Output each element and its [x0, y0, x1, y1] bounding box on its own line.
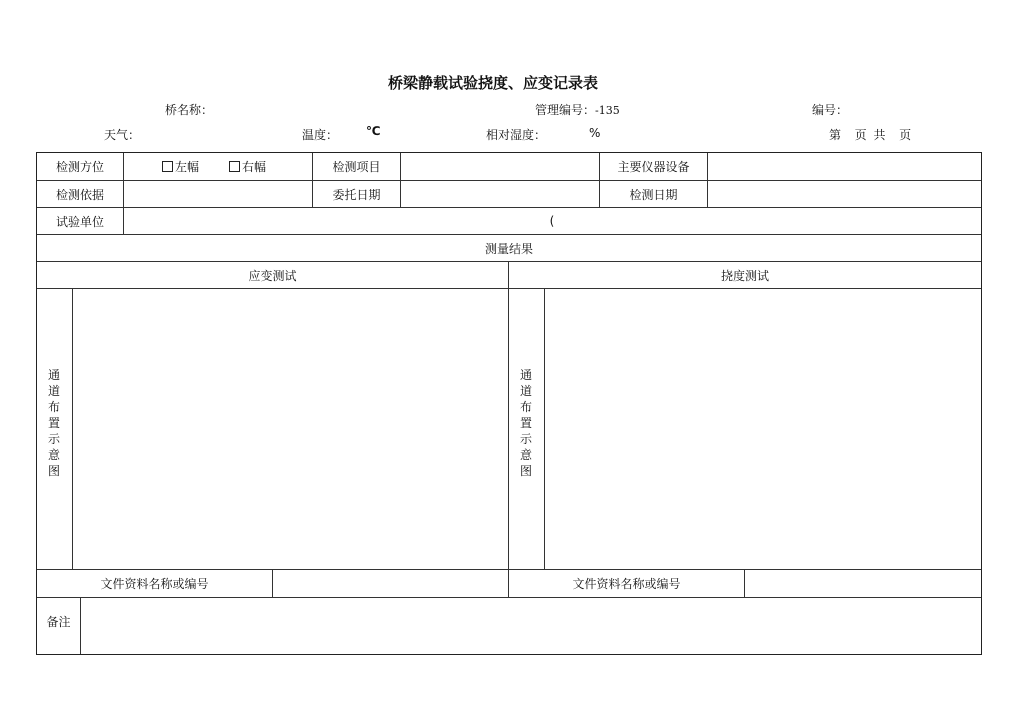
strain-layout-area[interactable] — [73, 289, 508, 569]
bridge-name-label: 桥名称： — [165, 103, 214, 117]
mgmt-number — [535, 101, 620, 118]
results-heading: 测量结果 — [484, 241, 533, 256]
direction-options — [124, 153, 312, 180]
remark-field[interactable] — [81, 598, 981, 654]
strain-file-field[interactable] — [273, 570, 508, 597]
item-label: 检测项目 — [332, 160, 381, 174]
humidity-label: 相对湿度： — [486, 128, 547, 142]
remark-label: 备注 — [46, 614, 71, 629]
entrust-date-label: 委托日期 — [332, 187, 381, 202]
left-option[interactable] — [162, 158, 199, 175]
left-option-label: 左幅 — [175, 160, 200, 174]
strain-file-label: 文件资料名称或编号 — [100, 577, 209, 591]
strain-heading: 应变测试 — [248, 268, 297, 283]
test-date-label: 检测日期 — [629, 187, 678, 202]
center-divider — [508, 261, 509, 597]
row-divider — [37, 207, 981, 208]
col-divider — [707, 153, 708, 207]
deflection-layout-area[interactable] — [545, 289, 981, 569]
row-divider — [37, 180, 981, 181]
right-option[interactable] — [229, 158, 266, 175]
unit-label: 试验单位 — [55, 214, 104, 229]
page-title: 桥梁静载试验挠度、应变记录表 — [388, 74, 599, 92]
number-label: 编号： — [812, 103, 849, 117]
equipment-label: 主要仪器设备 — [617, 160, 690, 174]
direction-label: 检测方位 — [55, 160, 104, 174]
temperature-unit: ℃ — [366, 124, 381, 138]
mgmt-number-label: 管理编号： — [535, 103, 596, 117]
col-divider — [400, 153, 401, 207]
right-option-label: 右幅 — [242, 160, 267, 174]
deflection-file-label: 文件资料名称或编号 — [572, 577, 681, 591]
unit-paren: ( — [549, 214, 555, 228]
humidity-unit: % — [589, 126, 601, 140]
page-counter: 第 页 共 页 — [829, 128, 912, 142]
deflection-heading: 挠度测试 — [720, 268, 769, 283]
temperature-label: 温度： — [302, 128, 339, 142]
deflection-file-field[interactable] — [745, 570, 981, 597]
left-checkbox[interactable] — [162, 161, 173, 172]
right-checkbox[interactable] — [229, 161, 240, 172]
deflection-channel-layout-label: 通道布置示意图 — [519, 368, 532, 478]
strain-channel-layout-label: 通道布置示意图 — [47, 368, 60, 478]
record-form — [36, 152, 982, 655]
weather-label: 天气： — [104, 128, 141, 142]
mgmt-number-value: -135 — [595, 104, 620, 117]
basis-label: 检测依据 — [55, 187, 104, 202]
